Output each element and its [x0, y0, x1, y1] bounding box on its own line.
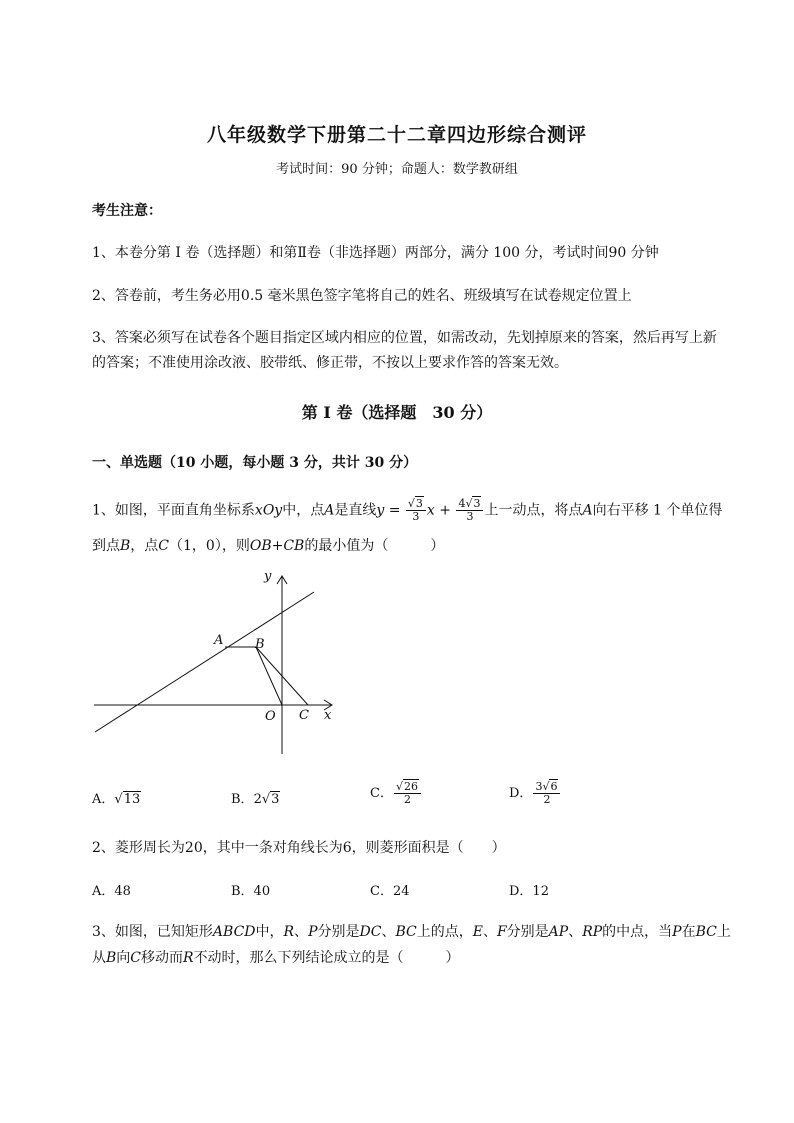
q1-text: （1，0），则 [169, 538, 250, 554]
q3-text: 上 [716, 924, 731, 940]
q3-text: 从 [92, 950, 106, 966]
q1-math-y: y [376, 502, 385, 519]
q3-math: P [672, 924, 682, 940]
q1-text: ，点 [130, 538, 159, 554]
q3-math: E [472, 924, 483, 940]
q3-text: 、 [381, 924, 396, 940]
option-den: 2 [543, 793, 551, 807]
q3-text: 3、如图，已知矩形 [92, 924, 213, 940]
option-fraction: $\frac{3√6}{2}$ [533, 781, 560, 806]
label-c: C [299, 708, 309, 723]
q1-plus: + [271, 538, 284, 554]
q1-frac2-num: 3 [473, 497, 481, 510]
q3-text: 、 [482, 924, 497, 940]
q1-math-cb: CB [283, 538, 305, 554]
q2-option-d[interactable]: D．12 [509, 884, 549, 899]
notice-item-3: 3、答案必须写在试卷各个题目指定区域内相应的位置，如需改动，先划掉原来的答案，然后再写上新 [92, 330, 717, 346]
q1-text: 到点 [92, 538, 120, 554]
q3-text: 上的点， [416, 924, 473, 940]
q1-option-a[interactable]: A．√13 [92, 792, 141, 807]
q3-line-1 [92, 921, 731, 941]
q1-frac2-coef: 4 [458, 497, 466, 510]
option-value: 6 [550, 780, 558, 793]
option-fraction: $\frac{√26}{2}$ [394, 781, 421, 806]
label-y: y [264, 569, 272, 584]
notice-item-1: 1、本卷分第 I 卷（选择题）和第Ⅱ卷（非选择题）两部分，满分 100 分，考试时间90 分钟 [92, 245, 659, 261]
part-heading: 一、单选题（10 小题，每小题 3 分，共计 30 分） [92, 455, 418, 471]
q1-text: 上一动点，将点 [484, 502, 583, 519]
q1-math-a: A [324, 502, 335, 519]
q3-math: R [283, 924, 295, 940]
option-coef: 2 [253, 792, 262, 807]
q1-frac1-num: 3 [415, 497, 423, 510]
option-value: 26 [403, 780, 418, 793]
q3-text: 、 [294, 924, 309, 940]
label-a: A [214, 633, 224, 648]
q3-math: DC [359, 924, 382, 940]
q3-math: BC [395, 924, 417, 940]
q1-fraction-1: $\frac{√3}{3}$ [406, 498, 426, 523]
q1-math-c: C [158, 538, 170, 554]
q1-plus: + [434, 502, 456, 519]
q3-math: F [496, 924, 507, 940]
q3-math: B [106, 950, 117, 966]
notice-item-3-cont: 的答案；不准使用涂改液、胶带纸、修正带，不按以上要求作答的答案无效。 [92, 355, 568, 371]
q1-fraction-2: $\frac{4√3}{3}$ [456, 498, 483, 523]
option-label: D． [509, 786, 533, 802]
q2-text: 2、菱形周长为20，其中一条对角线长为6，则菱形面积是（ ） [92, 840, 506, 856]
q3-math: BC [695, 924, 717, 940]
q2-option-b[interactable]: B．40 [231, 884, 271, 899]
q3-text: 移动而 [141, 950, 184, 966]
notice-heading: 考生注意： [92, 203, 162, 219]
q1-math-a: A [582, 502, 593, 519]
q1-text: 中，点 [282, 502, 325, 519]
q1-frac2-den: 3 [466, 510, 474, 524]
q1-text: 向右平移 1 个单位得 [592, 502, 723, 519]
label-o: O [265, 709, 276, 724]
section-title: 第 I 卷（选择题 30 分） [301, 403, 493, 422]
option-label: C． [370, 786, 393, 802]
q1-line-1 [92, 498, 722, 523]
line-y-equals-expression [95, 592, 314, 732]
q3-math: R [183, 950, 194, 966]
q3-math: ABCD [212, 924, 256, 940]
q3-line-2 [92, 947, 460, 967]
q3-text: 在 [681, 924, 696, 940]
q1-frac1-den: 3 [412, 510, 420, 524]
q3-math: C [130, 950, 142, 966]
exam-info: 考试时间：90 分钟；命题人：数学教研组 [276, 162, 518, 177]
q3-math: AP [548, 924, 569, 940]
q1-math-ob: OB [249, 538, 272, 554]
q1-eq: = [384, 502, 405, 519]
page-title: 八年级数学下册第二十二章四边形综合测评 [206, 124, 587, 146]
option-value: 3 [271, 792, 280, 807]
option-label: B． [231, 792, 254, 807]
option-den: 2 [403, 793, 411, 807]
q3-text: 分别是 [506, 924, 549, 940]
q3-text: 分别是 [317, 924, 360, 940]
q1-coordinate-figure [92, 568, 352, 768]
q3-math: RP [582, 924, 603, 940]
q1-line-2 [92, 535, 444, 555]
q1-math-b: B [120, 538, 131, 554]
q2-option-a[interactable]: A．48 [92, 884, 131, 899]
option-coef: 3 [535, 780, 543, 793]
option-value: 13 [123, 792, 141, 807]
q3-math: P [308, 924, 318, 940]
q1-text: 1、如图，平面直角坐标系 [92, 502, 255, 519]
q3-text: 向 [116, 950, 131, 966]
q3-text: 中， [255, 924, 284, 940]
label-x: x [324, 708, 332, 723]
q3-text: 、 [568, 924, 583, 940]
q1-math-xoy: xOy [254, 502, 283, 519]
segment-bo [256, 647, 282, 705]
notice-item-2: 2、答卷前，考生务必用0.5 毫米黑色签字笔将自己的姓名、班级填写在试卷规定位置上 [92, 288, 632, 304]
q3-text: 的中点，当 [602, 924, 673, 940]
option-label: A． [92, 792, 115, 807]
q2-option-c[interactable]: C．24 [370, 884, 410, 899]
q1-math-x: x [426, 502, 435, 519]
q3-text: 不动时，那么下列结论成立的是（ ） [193, 950, 460, 966]
q1-text: 是直线 [334, 502, 377, 519]
q1-option-c[interactable] [370, 781, 422, 806]
label-b: B [255, 637, 265, 652]
q1-text: 的最小值为（ ） [304, 538, 445, 554]
q1-option-b[interactable]: B．2√3 [231, 792, 280, 807]
q1-option-d[interactable] [509, 781, 561, 806]
